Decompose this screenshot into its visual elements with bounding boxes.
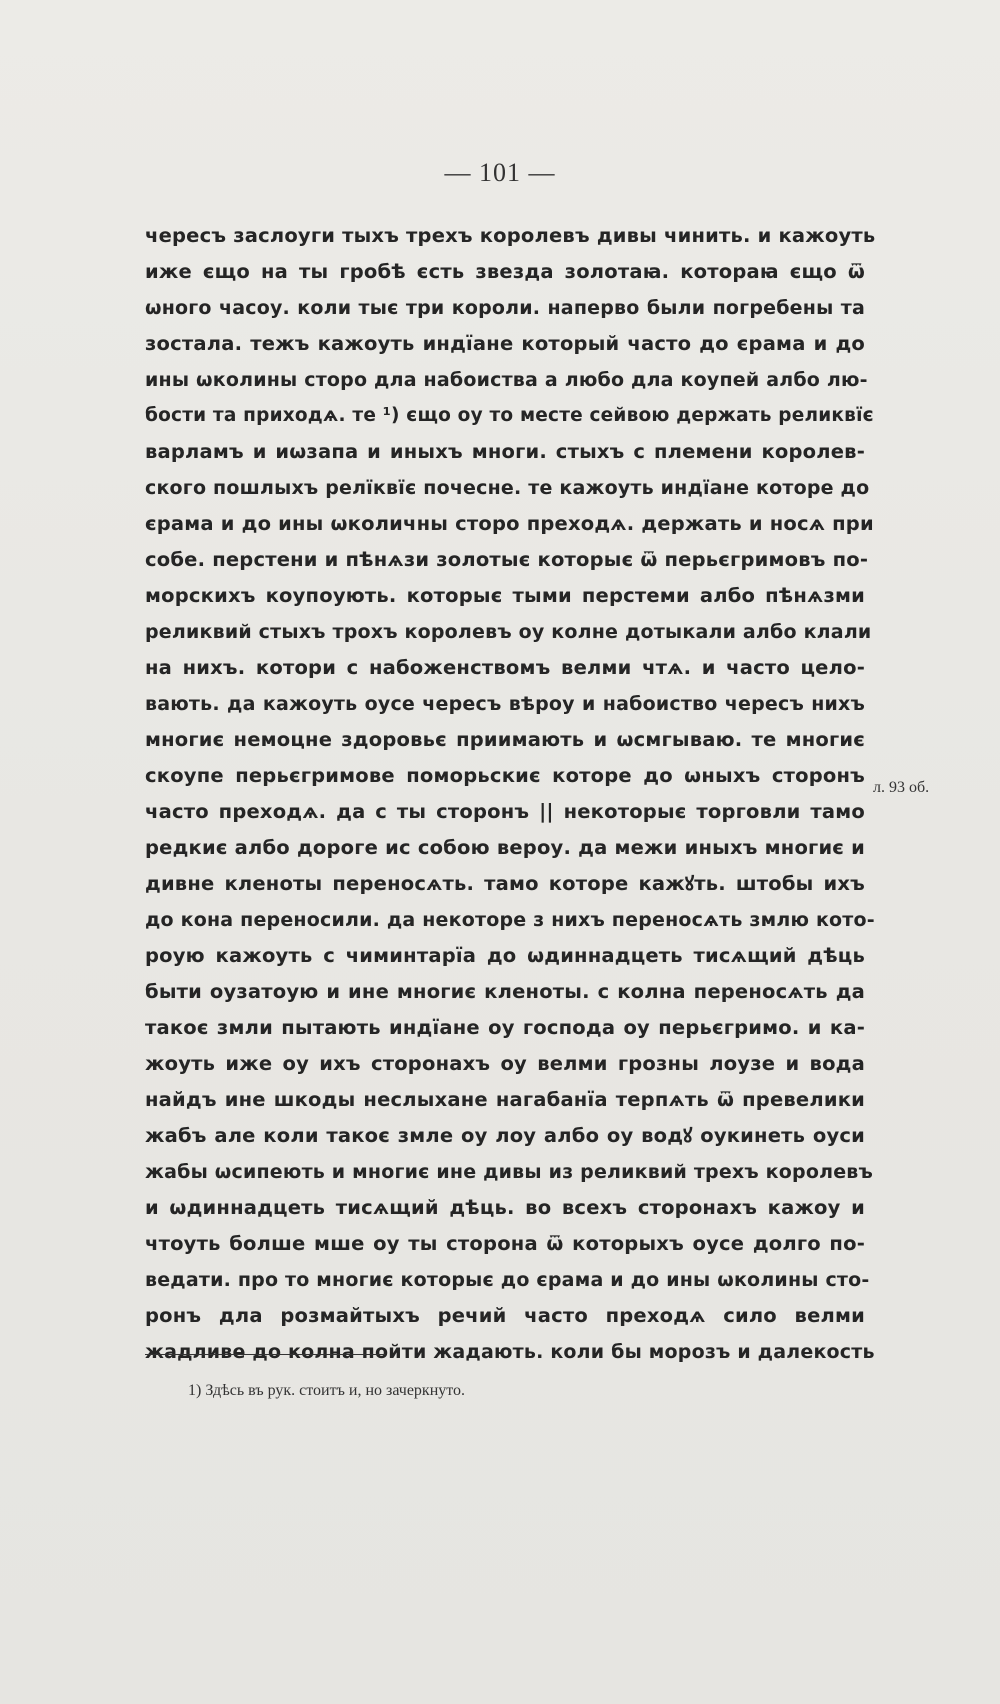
text-line: жадливе до колна пойти жадають. коли бы морозъ и далекость	[145, 1341, 875, 1363]
footnote: 1) Здѣсь въ рук. стоитъ и, но зачеркнуто.	[188, 1382, 466, 1399]
text-line: собе. перстени и пѣнѧзи золотыє которыє ѿ перьєгримовъ по-	[145, 548, 869, 571]
text-line: ронъ дла розмайтыхъ речий часто преходѧ сило велми	[145, 1304, 865, 1327]
page-number: — 101 —	[444, 158, 556, 187]
text-line: ведати. про то многиє которыє до єрама и до ины ѡколины сто-	[145, 1269, 870, 1291]
text-line: жоуть иже оу ихъ сторонахъ оу велми грозны лоузе и вода	[145, 1052, 865, 1075]
body-text	[145, 218, 876, 1370]
text-line: вають. да кажоуть оусе чересъ вѣроу и набоиство чересъ нихъ	[145, 693, 865, 715]
text-line: морскихъ коупоують. которыє тыми перстеми албо пѣнѧзми	[145, 584, 865, 607]
text-line: варламъ и иѡзапа и иныхъ многи. стыхъ с племени королев-	[145, 440, 865, 463]
text-line: иже єщо на ты гробѣ єсть звезда золотаꙗ. котораꙗ єщо ѿ	[145, 260, 865, 283]
text-line: жабъ але коли такоє змле оу лоу албо оу водꙋ оукинеть оуси	[145, 1124, 865, 1147]
text-line: дивне кленоты переносѧть. тамо которе кажꙋть. штобы ихъ	[145, 872, 865, 895]
text-line: жабы ѡсипеють и многиє ине дивы из реликвий трехъ королевъ	[145, 1161, 873, 1183]
text-line: бости та приходѧ. те ¹) єщо оу то месте сейвою держать реликвїє	[145, 405, 874, 426]
text-line: роую кажоуть с чиминтарїа до ѡдиннадцеть тисѧщий дѣць	[145, 944, 865, 967]
text-line: на нихъ. котори с набоженствомъ велми чтѧ. и часто цело-	[145, 656, 865, 679]
text-line: чересъ заслоуги тыхъ трехъ королевъ дивы чинить. и кажоуть	[145, 224, 876, 247]
text-line: многиє немоцне здоровьє приимають и ѡсмгываю. те многиє	[145, 728, 865, 751]
text-line: ского пошлыхъ релїквїє почесне. те кажоуть индїане которе до	[145, 477, 870, 499]
text-line: ины ѡколины сторо дла набоиства а любо дла коупей албо лю-	[145, 369, 868, 391]
text-line: найдъ ине шкоды неслыхане нагабанїа терпѧть ѿ превелики	[145, 1088, 865, 1111]
text-line: зостала. тежъ кажоуть индїане который часто до єрама и до	[145, 332, 865, 355]
footnote-divider	[145, 1354, 385, 1355]
text-line: быти оузатоую и ине многиє кленоты. с колна переносѧть да	[145, 980, 865, 1003]
text-line: реликвий стыхъ трохъ королевъ оу колне дотыкали албо клали	[145, 621, 872, 643]
margin-note-folio: л. 93 об.	[873, 779, 930, 796]
text-line: редкиє албо дороге ис собою вероу. да межи иныхъ многиє и	[145, 836, 865, 859]
text-line: до кона переносили. да некоторе з нихъ переносѧть змлю кото-	[145, 909, 875, 931]
text-line: часто преходѧ. да с ты сторонъ || некоторыє торговли тамо	[145, 800, 865, 823]
text-line: чтоуть болше мше оу ты сторона ѿ которыхъ оусе долго по-	[145, 1232, 865, 1255]
text-line: ѡного часоу. коли тыє три короли. наперво были погребены та	[145, 297, 865, 319]
text-line: єрама и до ины ѡколичны сторо преходѧ. держать и носѧ при	[145, 512, 874, 535]
text-line: такоє змли пытають индїане оу господа оу перьєгримо. и ка-	[145, 1016, 865, 1039]
text-line: скоупе перьєгримове поморьскиє которе до ѡныхъ сторонъ	[145, 764, 865, 787]
text-line: и ѡдиннадцеть тисѧщий дѣць. во всехъ сторонахъ кажоу и	[145, 1196, 865, 1219]
